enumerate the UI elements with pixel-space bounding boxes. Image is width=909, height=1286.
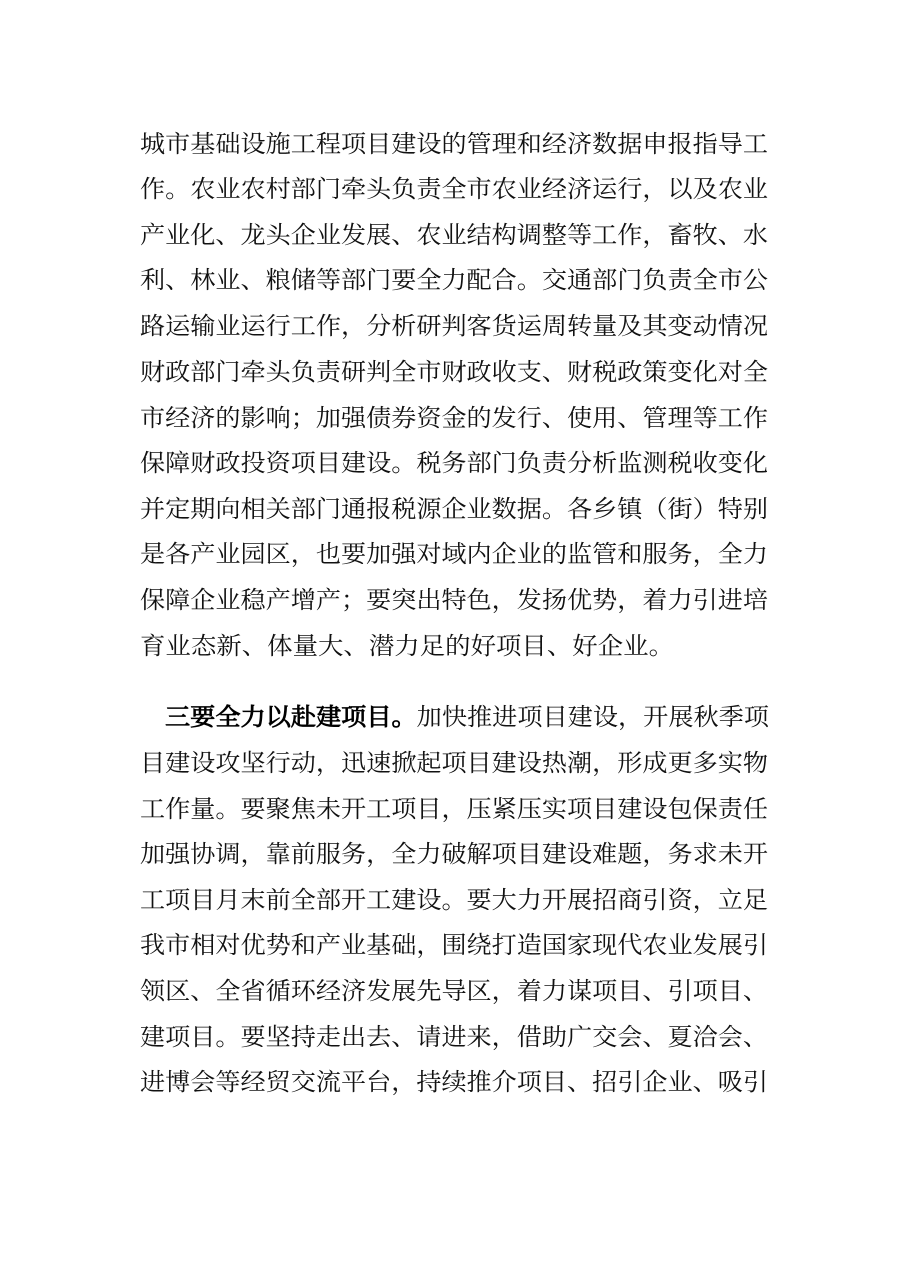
line-text: 作。农业农村部门牵头负责全市农业经济运行，以及农业 bbox=[140, 175, 768, 203]
text-line bbox=[0, 443, 909, 483]
line-text: 工项目月末前全部开工建设。要大力开展招商引资，立足 bbox=[140, 886, 768, 914]
text-line bbox=[0, 580, 909, 620]
text-line bbox=[0, 306, 909, 346]
line-text: 利、林业、粮储等部门要全力配合。交通部门负责全市公 bbox=[140, 266, 768, 294]
line-text: 城市基础设施工程项目建设的管理和经济数据申报指导工 bbox=[140, 130, 768, 158]
text-line bbox=[0, 169, 909, 209]
line-text: 建项目。要坚持走出去、请进来，借助广交会、夏洽会、 bbox=[140, 1023, 768, 1051]
line-text: 保障财政投资项目建设。税务部门负责分析监测税收变化 bbox=[140, 449, 768, 477]
text-line bbox=[0, 124, 909, 164]
line-text: 目建设攻坚行动，迅速掀起项目建设热潮，形成更多实物 bbox=[140, 749, 768, 777]
line-text: 工作量。要聚焦未开工项目，压紧压实项目建设包保责任 bbox=[140, 795, 768, 823]
text-line bbox=[0, 834, 909, 874]
section-heading-text bbox=[165, 697, 769, 737]
text-line bbox=[0, 789, 909, 829]
line-text: 保障企业稳产增产；要突出特色，发扬优势，着力引进培 bbox=[140, 586, 768, 614]
text-line bbox=[0, 489, 909, 529]
text-line bbox=[0, 971, 909, 1011]
line-text: 加强协调，靠前服务，全力破解项目建设难题，务求未开 bbox=[140, 840, 768, 868]
text-line bbox=[0, 534, 909, 574]
line-text: 领区、全省循环经济发展先导区，着力谋项目、引项目、 bbox=[140, 977, 768, 1005]
line-text: 我市相对优势和产业基础，围绕打造国家现代农业发展引 bbox=[140, 931, 768, 959]
text-line bbox=[0, 260, 909, 300]
line-text: 路运输业运行工作，分析研判客货运周转量及其变动情况 bbox=[140, 312, 768, 340]
text-line bbox=[0, 1017, 909, 1057]
line-text: 产业化、龙头企业发展、农业结构调整等工作，畜牧、水 bbox=[140, 221, 768, 249]
text-line bbox=[0, 215, 909, 255]
line-text: 进博会等经贸交流平台，持续推介项目、招引企业、吸引 bbox=[140, 1068, 768, 1096]
text-line bbox=[0, 626, 909, 666]
section-heading-line bbox=[0, 697, 909, 737]
text-line bbox=[0, 398, 909, 438]
line-text: 育业态新、体量大、潜力足的好项目、好企业。 bbox=[140, 632, 674, 660]
text-line bbox=[0, 880, 909, 920]
line-text: 市经济的影响；加强债券资金的发行、使用、管理等工作 bbox=[140, 404, 768, 432]
text-line bbox=[0, 925, 909, 965]
line-text: 财政部门牵头负责研判全市财政收支、财税政策变化对全 bbox=[140, 358, 768, 386]
section-heading-rest: 加快推进项目建设，开展秋季项 bbox=[416, 703, 769, 731]
line-text: 是各产业园区，也要加强对域内企业的监管和服务，全力 bbox=[140, 540, 768, 568]
text-line bbox=[0, 352, 909, 392]
section-heading: 三要全力以赴建项目。 bbox=[165, 702, 417, 731]
text-line bbox=[0, 743, 909, 783]
line-text: 并定期向相关部门通报税源企业数据。各乡镇（街）特别 bbox=[140, 495, 768, 523]
text-line bbox=[0, 1062, 909, 1102]
